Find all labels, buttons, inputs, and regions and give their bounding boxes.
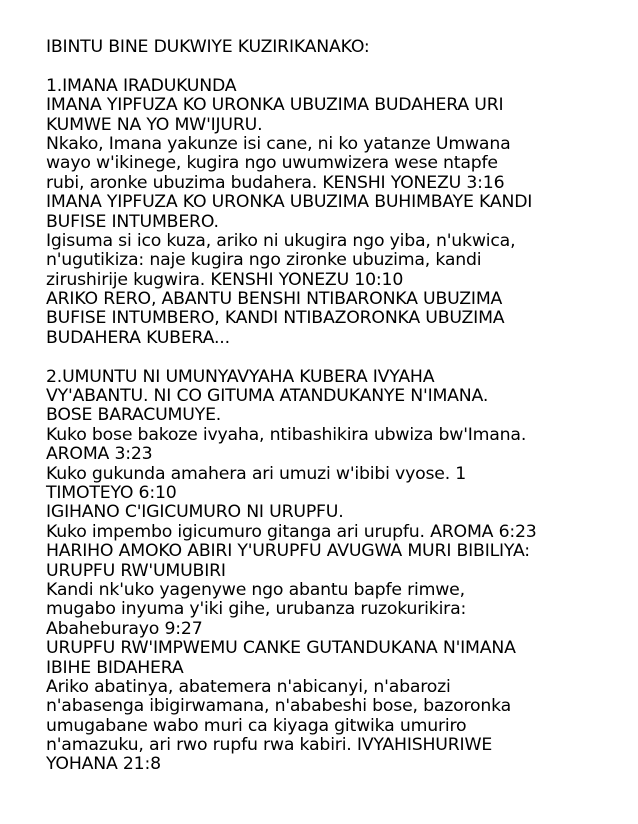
- blank-line: [46, 348, 618, 367]
- text-line: umugabane wabo muri ca kiyaga gitwika umuriro: [46, 715, 467, 736]
- heading-line: IBINTU BINE DUKWIYE KUZIRIKANAKO:: [46, 37, 370, 57]
- text-line: mugabo inyuma y'iki gihe, urubanza ruzokurikira:: [46, 599, 467, 620]
- text-line: Kandi nk'uko yagenywe ngo abantu bapfe rimwe,: [46, 579, 465, 600]
- text-line: Igisuma si ico kuza, ariko ni ukugira ngo yiba, n'ukwica,: [46, 230, 516, 251]
- text-line: zirushirije kugwira. KENSHI YONEZU 10:10: [46, 269, 404, 290]
- text-line: n'abasenga ibigirwamana, n'ababeshi bose, bazoronka: [46, 696, 512, 717]
- text-line: Abaheburayo 9:27: [46, 618, 203, 639]
- text-line: Ariko abatinya, abatemera n'abicanyi, n'abarozi: [46, 676, 451, 697]
- text-line: HARIHO AMOKO ABIRI Y'URUPFU AVUGWA MURI BIBILIYA:: [46, 541, 530, 562]
- text-line: BUFISE INTUMBERO.: [46, 211, 219, 232]
- text-line: Nkako, Imana yakunze isi cane, ni ko yatanze Umwana: [46, 133, 511, 154]
- text-line: ARIKO RERO, ABANTU BENSHI NTIBARONKA UBUZIMA: [46, 289, 503, 310]
- text-line: n'ugutikiza: naje kugira ngo zironke ubuzima, kandi: [46, 250, 482, 271]
- text-line: IBIHE BIDAHERA: [46, 657, 184, 678]
- text-line: Kuko gukunda amahera ari umuzi w'ibibi vyose. 1: [46, 463, 467, 484]
- text-line: BOSE BARACUMUYE.: [46, 405, 222, 426]
- text-line: Kuko impembo igicumuro gitanga ari urupfu. AROMA 6:23: [46, 521, 537, 542]
- text-line: VY'ABANTU. NI CO GITUMA ATANDUKANYE N'IMANA.: [46, 386, 489, 407]
- text-line: n'amazuku, ari rwo rupfu rwa kabiri. IVYAHISHURIWE: [46, 735, 493, 756]
- text-line: BUDAHERA KUBERA...: [46, 327, 230, 348]
- section-heading-line: 2.UMUNTU NI UMUNYAVYAHA KUBERA IVYAHA: [46, 366, 435, 387]
- text-line: AROMA 3:23: [46, 444, 153, 465]
- text-line: wayo w'ikinege, kugira ngo uwumwizera wese ntapfe: [46, 153, 498, 174]
- text-line: BUFISE INTUMBERO, KANDI NTIBAZORONKA UBUZIMA: [46, 308, 505, 329]
- section-heading-line: 1.IMANA IRADUKUNDA: [46, 75, 237, 96]
- text-line: URUPFU RW'UMUBIRI: [46, 560, 226, 581]
- text-line: URUPFU RW'IMPWEMU CANKE GUTANDUKANA N'IMANA: [46, 638, 516, 659]
- text-line: IMANA YIPFUZA KO URONKA UBUZIMA BUDAHERA URI: [46, 95, 504, 116]
- text-line: IMANA YIPFUZA KO URONKA UBUZIMA BUHIMBAYE KANDI: [46, 192, 533, 213]
- text-line: TIMOTEYO 6:10: [46, 482, 177, 503]
- blank-line: [46, 57, 618, 76]
- text-line: Kuko bose bakoze ivyaha, ntibashikira ubwiza bw'Imana.: [46, 424, 527, 445]
- text-line: IGIHANO C'IGICUMURO NI URUPFU.: [46, 502, 344, 523]
- text-line: YOHANA 21:8: [46, 754, 161, 775]
- text-line: rubi, aronke ubuzima budahera. KENSHI YONEZU 3:16: [46, 172, 505, 193]
- text-line: KUMWE NA YO MW'IJURU.: [46, 114, 263, 135]
